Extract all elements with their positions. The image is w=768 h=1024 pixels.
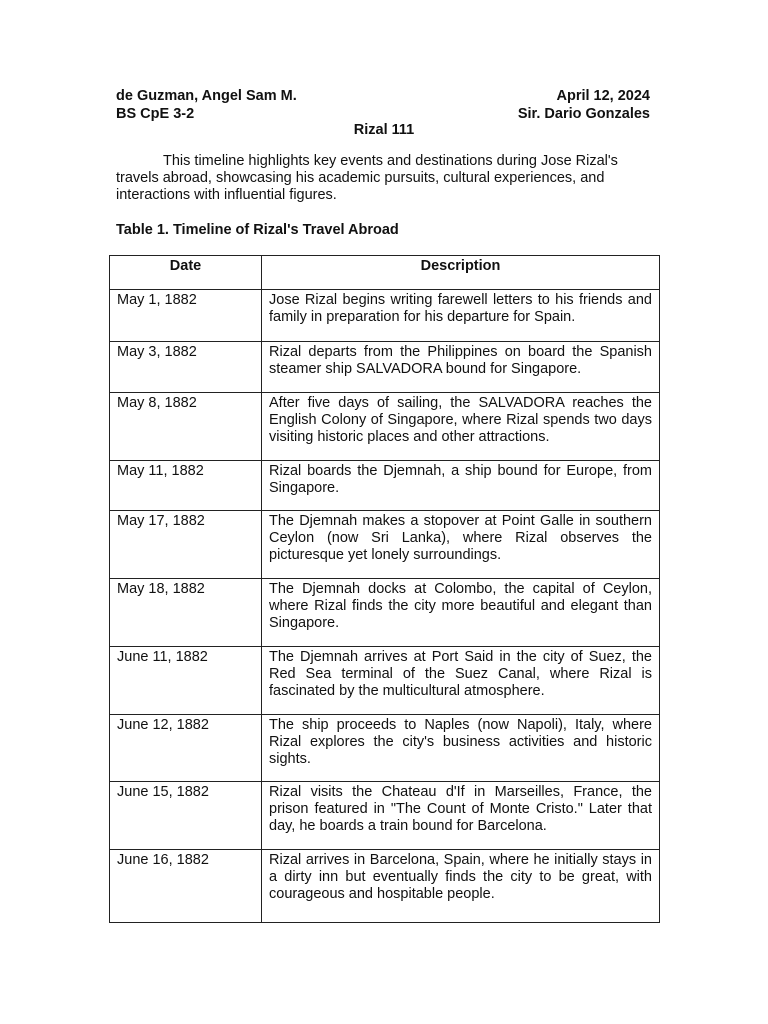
table-row <box>110 511 660 579</box>
row-date: May 3, 1882 <box>110 342 262 393</box>
table-row <box>110 782 660 850</box>
author-name: de Guzman, Angel Sam M. <box>116 88 297 104</box>
table-row <box>110 850 660 923</box>
table-row <box>110 461 660 511</box>
table-row <box>110 715 660 782</box>
row-date: May 11, 1882 <box>110 461 262 511</box>
section-label: BS CpE 3-2 <box>116 106 195 122</box>
table-row <box>110 647 660 715</box>
column-header-date: Date <box>110 256 262 290</box>
header-row-1 <box>116 87 650 105</box>
instructor-name: Sir. Dario Gonzales <box>517 106 650 122</box>
table-caption: Table 1. Timeline of Rizal's Travel Abroad <box>116 222 399 238</box>
row-date: June 12, 1882 <box>110 715 262 782</box>
column-header-description: Description <box>262 256 660 290</box>
row-description: Rizal arrives in Barcelona, Spain, where he initially stays in a dirty inn but eventually finds the city to be great, with courageous and hospitable people. <box>262 850 660 923</box>
row-date: June 16, 1882 <box>110 850 262 923</box>
row-description: The Djemnah makes a stopover at Point Galle in southern Ceylon (now Sri Lanka), where Rizal observes the picturesque yet lonely surroundings. <box>262 511 660 579</box>
row-description: Rizal boards the Djemnah, a ship bound for Europe, from Singapore. <box>262 461 660 511</box>
row-date: June 11, 1882 <box>110 647 262 715</box>
row-description: The Djemnah arrives at Port Said in the city of Suez, the Red Sea terminal of the Suez Canal, where Rizal is fascinated by the multicultural atmosphere. <box>262 647 660 715</box>
row-description: The Djemnah docks at Colombo, the capital of Ceylon, where Rizal finds the city more beautiful and elegant than Singapore. <box>262 579 660 647</box>
row-description: Jose Rizal begins writing farewell letters to his friends and family in preparation for his departure for Spain. <box>262 290 660 342</box>
table-row <box>110 393 660 461</box>
course-title: Rizal 111 <box>353 122 415 138</box>
row-description: Rizal visits the Chateau d'If in Marseilles, France, the prison featured in "The Count of Monte Cristo." Later that day, he boards a train bound for Barcelona. <box>262 782 660 850</box>
row-date: June 15, 1882 <box>110 782 262 850</box>
row-date: May 8, 1882 <box>110 393 262 461</box>
table-header-row <box>110 256 660 290</box>
timeline-table <box>109 255 660 923</box>
table-row <box>110 342 660 393</box>
row-description: The ship proceeds to Naples (now Napoli), Italy, where Rizal explores the city's business activities and historic sights. <box>262 715 660 782</box>
intro-paragraph: This timeline highlights key events and destinations during Jose Rizal's travels abroad, showcasing his academic pursuits, cultural experiences, and interactions with influential figures. <box>116 153 618 203</box>
row-date: May 17, 1882 <box>110 511 262 579</box>
row-date: May 18, 1882 <box>110 579 262 647</box>
table-row <box>110 579 660 647</box>
row-description: After five days of sailing, the SALVADORA reaches the English Colony of Singapore, where Rizal spends two days visiting historic places and other attractions. <box>262 393 660 461</box>
row-date: May 1, 1882 <box>110 290 262 342</box>
row-description: Rizal departs from the Philippines on board the Spanish steamer ship SALVADORA bound for Singapore. <box>262 342 660 393</box>
table-row <box>110 290 660 342</box>
document-date: April 12, 2024 <box>556 88 650 104</box>
